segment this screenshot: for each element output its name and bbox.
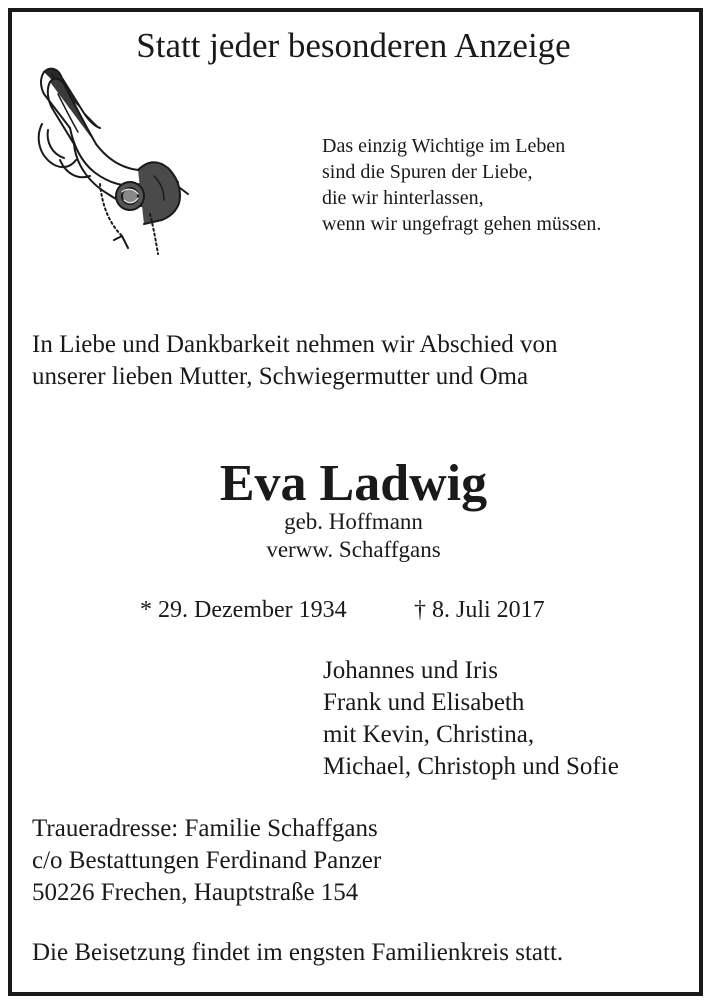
family-list [323,655,619,783]
address-line: c/o Bestattungen Ferdinand Panzer [32,847,382,874]
widowed-name: verww. Schaffgans [266,537,441,562]
intro-text [32,329,558,393]
address-line: Traueradresse: Familie Schaffgans [32,815,378,842]
intro-line: unserer lieben Mutter, Schwiegermutter und Oma [32,363,529,390]
address-line: 50226 Frechen, Hauptstraße 154 [32,879,359,906]
deceased-name: Eva Ladwig [219,455,488,512]
intro-line: In Liebe und Dankbarkeit nehmen wir Abschied von [32,331,558,358]
maiden-name: geb. Hoffmann [284,509,423,534]
death-date: † 8. Juli 2017 [414,597,545,623]
family-line: Michael, Christoph und Sofie [323,753,619,780]
notice-heading: Statt jeder besonderen Anzeige [136,26,571,65]
family-line: Frank und Elisabeth [323,689,525,716]
family-line: mit Kevin, Christina, [323,721,535,748]
mourning-address [32,813,381,909]
poem-line: Das einzig Wichtige im Leben [322,135,566,157]
poem [322,133,601,237]
poem-line: die wir hinterlassen, [322,187,484,209]
closing-note: Die Beisetzung findet im engsten Familienkreis statt. [32,939,564,966]
poem-line: wenn wir ungefragt gehen müssen. [322,213,602,235]
family-line: Johannes und Iris [323,657,498,684]
birth-date: * 29. Dezember 1934 [140,597,347,623]
poem-line: sind die Spuren der Liebe, [322,161,533,183]
praying-hands-icon [30,64,190,256]
